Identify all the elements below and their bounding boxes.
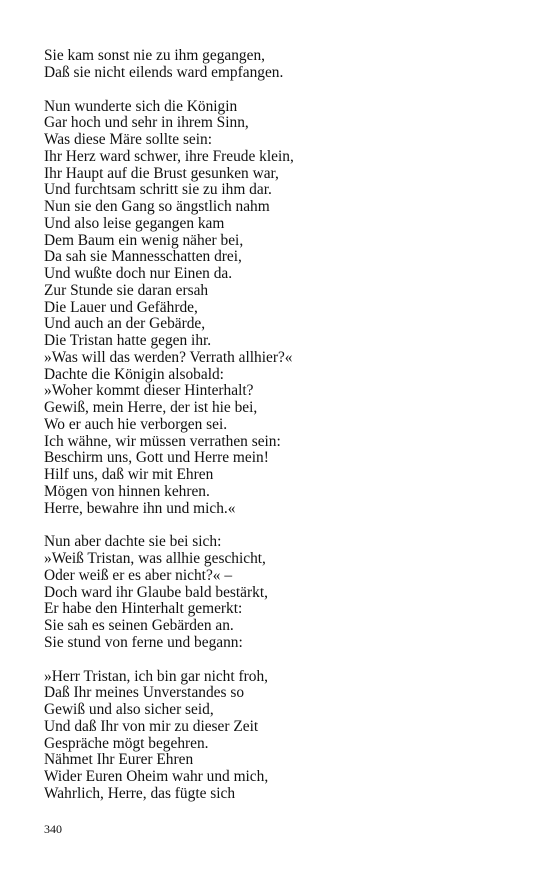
verse-line: Doch ward ihr Glaube bald bestärkt,: [44, 583, 268, 601]
verse-line: Die Lauer und Gefährde,: [44, 298, 198, 316]
verse-line: Beschirm uns, Gott und Herre mein!: [44, 449, 269, 467]
verse-line: Und auch an der Gebärde,: [44, 315, 206, 333]
verse-line: Dachte die Königin alsobald:: [44, 365, 224, 383]
stanza: [44, 534, 514, 651]
verse-line: »Herr Tristan, ich bin gar nicht froh,: [44, 667, 268, 685]
stanza: [44, 669, 514, 803]
verse-line: Nun aber dachte sie bei sich:: [44, 533, 222, 551]
verse-line: Nun sie den Gang so ängstlich nahm: [44, 198, 270, 215]
verse-line: Ihr Herz ward schwer, ihre Freude klein,: [44, 147, 294, 165]
verse-line: »Woher kommt dieser Hinterhalt?: [44, 382, 254, 400]
verse-line: Hilf uns, daß wir mit Ehren: [44, 466, 214, 483]
verse-line: »Weiß Tristan, was allhie geschicht,: [44, 550, 266, 567]
stanza: [44, 99, 514, 518]
verse-line: Und furchtsam schritt sie zu ihm dar.: [44, 181, 272, 199]
verse-line: Sie kam sonst nie zu ihm gegangen,: [44, 47, 265, 64]
verse-line: Gespräche mögt begehren.: [44, 734, 209, 752]
verse-line: »Was will das werden? Verrath allhier?«: [44, 348, 293, 366]
verse-line: Wider Euren Oheim wahr und mich,: [44, 768, 269, 785]
page-number: 340: [44, 822, 62, 836]
verse-line: Ich wähne, wir müssen verrathen sein:: [44, 432, 281, 450]
verse-line: Ihr Haupt auf die Brust gesunken war,: [44, 164, 279, 182]
verse-line: Daß sie nicht eilends ward empfangen.: [44, 63, 284, 81]
verse-line: Und wußte doch nur Einen da.: [44, 265, 233, 282]
poem-body: [44, 48, 514, 820]
stanza: [44, 48, 514, 82]
verse-line: Die Tristan hatte gegen ihr.: [44, 332, 212, 349]
verse-line: Gewiß und also sicher seid,: [44, 701, 214, 718]
verse-line: Gar hoch und sehr in ihrem Sinn,: [44, 114, 249, 132]
verse-line: Sie sah es seinen Gebärden an.: [44, 617, 234, 634]
verse-line: Zur Stunde sie daran ersah: [44, 281, 209, 299]
verse-line: Wo er auch hie verborgen sei.: [44, 415, 228, 433]
verse-line: Sie stund von ferne und begann:: [44, 633, 243, 651]
verse-line: Was diese Märe sollte sein:: [44, 131, 213, 148]
verse-line: Daß Ihr meines Unverstandes so: [44, 684, 245, 702]
verse-line: Und daß Ihr von mir zu dieser Zeit: [44, 717, 259, 735]
verse-line: Oder weiß er es aber nicht?« –: [44, 566, 233, 584]
verse-line: Und also leise gegangen kam: [44, 214, 225, 232]
verse-line: Er habe den Hinterhalt gemerkt:: [44, 600, 243, 618]
verse-line: Nähmet Ihr Eurer Ehren: [44, 751, 194, 769]
verse-line: Dem Baum ein wenig näher bei,: [44, 231, 244, 249]
verse-line: Nun wunderte sich die Königin: [44, 97, 238, 115]
verse-line: Herre, bewahre ihn und mich.«: [44, 499, 236, 517]
verse-line: Da sah sie Mannesschatten drei,: [44, 248, 242, 266]
verse-line: Mögen von hinnen kehren.: [44, 482, 210, 500]
verse-line: Wahrlich, Herre, das fügte sich: [44, 784, 236, 802]
verse-line: Gewiß, mein Herre, der ist hie bei,: [44, 399, 258, 416]
